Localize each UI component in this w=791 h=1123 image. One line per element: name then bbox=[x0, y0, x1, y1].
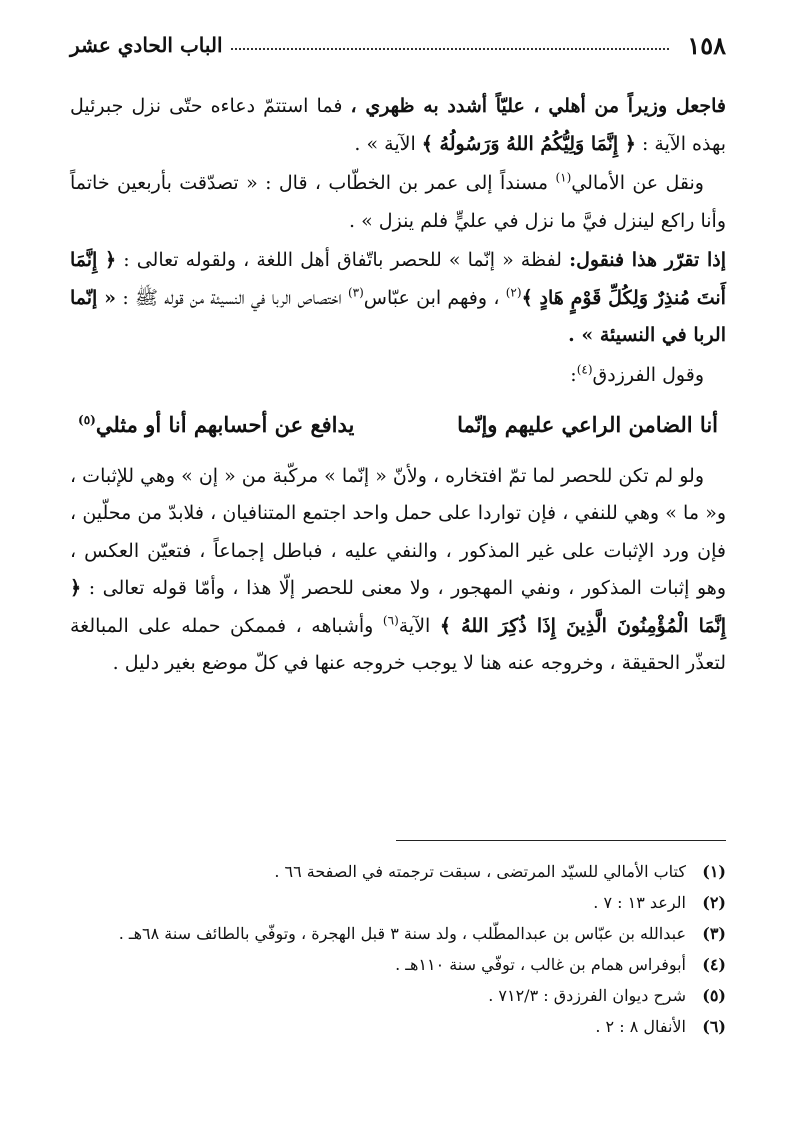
p3-text-c: اختصاص الربا في النسيئة من قوله ﷺ : bbox=[122, 286, 342, 309]
p5-text-b: الآية bbox=[398, 614, 431, 637]
p3-text-a: لفظة « إنّما » للحصر باتّفاق أهل اللغة ، ولقوله تعالى : bbox=[123, 249, 562, 271]
header-dot-leader bbox=[231, 48, 670, 50]
paragraph-5 bbox=[70, 458, 726, 683]
chapter-title: الباب الحادي عشر bbox=[70, 33, 223, 57]
footnote-text: الأنفال ٨ : ٢ . bbox=[595, 1017, 686, 1036]
p3-footnote-ref-2: (٣) bbox=[347, 285, 364, 300]
footnote-number: (٦) bbox=[702, 1017, 726, 1036]
p4-footnote-ref: (٤) bbox=[576, 362, 593, 377]
p5-footnote-ref: (٦) bbox=[382, 613, 399, 628]
footnote-separator bbox=[396, 840, 726, 841]
footnote-text: شرح ديوان الفرزدق : ٧١٢/٣ . bbox=[488, 986, 686, 1005]
paragraph-1 bbox=[70, 88, 726, 163]
poem-verse bbox=[78, 406, 718, 444]
footnote-number: (٥) bbox=[702, 986, 726, 1005]
footnote-item bbox=[70, 980, 726, 1011]
footnote-text: كتاب الأمالي للسيّد المرتضى ، سبقت ترجمته في الصفحة ٦٦ . bbox=[274, 862, 686, 881]
p1-tail: الآية » . bbox=[354, 132, 416, 155]
p3-hadith: « إنّما الربا في النسيئة » . bbox=[70, 286, 726, 346]
p3-footnote-ref-1: (٢) bbox=[505, 285, 522, 300]
p4-text: وقول الفرزدق bbox=[592, 363, 704, 386]
footnote-number: (٢) bbox=[702, 893, 726, 912]
footnote-item bbox=[70, 949, 726, 980]
footnote-text: عبدالله بن عبّاس بن عبدالمطّلب ، ولد سنة ٣ قبل الهجرة ، وتوفّي بالطائف سنة ٦٨هـ . bbox=[118, 924, 686, 943]
footnote-item bbox=[70, 918, 726, 949]
poem-hemistich-2-wrap bbox=[78, 406, 354, 444]
paragraph-3 bbox=[70, 242, 726, 355]
page-number: ١٥٨ bbox=[687, 30, 726, 60]
p2-footnote-ref: (١) bbox=[555, 170, 572, 185]
paragraph-2 bbox=[70, 165, 726, 240]
paragraph-4 bbox=[70, 357, 726, 395]
poem-hemistich-2: يدافع عن أحسابهم أنا أو مثلي bbox=[95, 412, 355, 437]
p5-verse: ﴿ إِنَّمَا الْمُؤْمِنُونَ الَّذِينَ إِذَا ذُكِرَ اللهُ ﴾ bbox=[70, 577, 726, 637]
footnote-item bbox=[70, 856, 726, 887]
footnote-text: أبوفراس همام بن غالب ، توفّي سنة ١١٠هـ . bbox=[395, 955, 686, 974]
footnote-number: (٣) bbox=[702, 924, 726, 943]
footnote-item bbox=[70, 1011, 726, 1042]
p1-text: فما استتمّ دعاءه حتّى نزل جبرئيل بهذه الآية : bbox=[70, 95, 726, 155]
main-text bbox=[70, 88, 726, 683]
footnotes bbox=[70, 856, 726, 1042]
p3-text-b: ، وفهم ابن عبّاس bbox=[363, 286, 500, 309]
poem-footnote-ref: (٥) bbox=[78, 413, 96, 427]
footnote-number: (١) bbox=[702, 862, 726, 881]
footnote-text: الرعد ١٣ : ٧ . bbox=[593, 893, 686, 912]
p2-text-b: مسنداً إلى عمر بن الخطّاب ، قال : « تصدّقت بأربعين خاتماً وأنا راكع لينزل فيَّ ما نزل في عليٍّ فلم ينزل » . bbox=[70, 172, 726, 232]
footnote-number: (٤) bbox=[702, 955, 726, 974]
p3-bold: إذا تقرّر هذا فنقول: bbox=[569, 249, 726, 271]
running-header bbox=[70, 26, 726, 64]
footnote-item bbox=[70, 887, 726, 918]
p5-text-c: وأشباهه ، فممكن حمله على المبالغة لتعذّر الحقيقة ، وخروجه عنه هنا لا يوجب خروجه عنها في كلّ موضع بغير دليل . bbox=[70, 614, 726, 674]
p4-tail: : bbox=[570, 363, 577, 386]
p3-verse: ﴿ إِنَّمَا أَنتَ مُنذِرٌ وَلِكُلِّ قَوْمٍ هَادٍ ﴾ bbox=[70, 249, 726, 309]
poem-hemistich-1: أنا الضامن الراعي عليهم وإنّما bbox=[457, 412, 718, 437]
p1-bold: فاجعل وزيراً من أهلي ، عليّاً أشدد به ظهري ، bbox=[350, 95, 726, 117]
p2-text-a: ونقل عن الأمالي bbox=[571, 172, 704, 194]
p1-verse: ﴿ إِنَّمَا وَلِيُّكُمُ اللهُ وَرَسُولُهُ ﴾ bbox=[421, 132, 636, 155]
p5-text-a: ولو لم تكن للحصر لما تمّ افتخاره ، ولأنّ « إنّما » مركّبة من « إن » وهي للإثبات ، و« ما » وهي للنفي ، فإن تواردا على حمل واحد اجتمع المتنافيان ، فلابدّ من محلّين ، فإن ورد الإثبات على غير المذكور ، والنفي عليه ، فباطل إجماعاً ، فتعيّن العكس ، وهو إثبات المذكور ، ونفي المهجور ، ولا معنى للحصر إلّا هذا ، وأمّا قوله تعالى : bbox=[70, 464, 726, 599]
